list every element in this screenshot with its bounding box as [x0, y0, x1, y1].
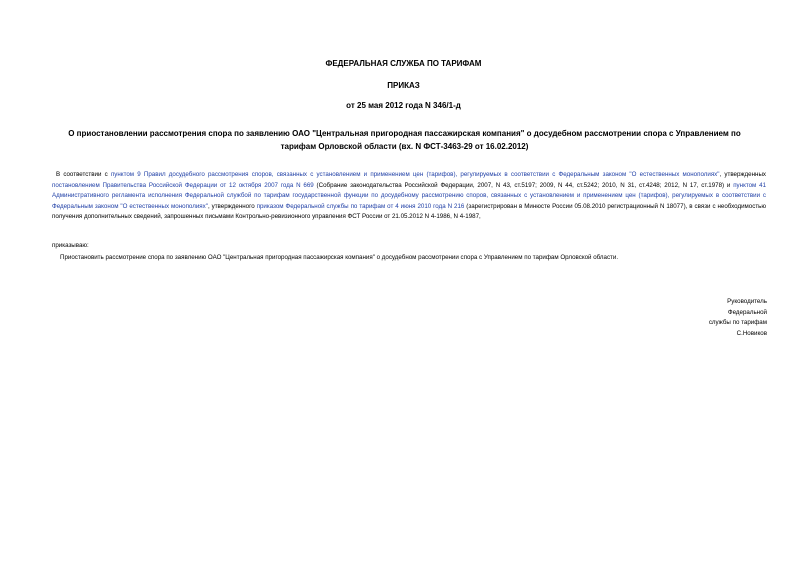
document-title: О приостановлении рассмотрения спора по заявлению ОАО "Центральная пригородная пассажирская компания" о досудебном рассмотрении спора с Управлением по тарифам Орловской области (вх. N ФСТ-3463-29 от 16.02.2012): [68, 129, 741, 151]
decision-paragraph: Приостановить рассмотрение спора по заявлению ОАО "Центральная пригородная пассажирская компания" о досудебном рассмотрении спора с Управлением по тарифам Орловской области.: [60, 254, 619, 261]
signatory-name: С.Новиков: [736, 329, 767, 337]
signature-position-2: Федеральной: [727, 308, 767, 316]
preamble-text-3: (Собрание законодательства Российской Федерации, 2007, N 43, ст.5197; 2009, N 44, ст.5242; 2010, N 31, ст.4248; 2012, N 17, ст.1978) и: [313, 181, 734, 189]
signature-position-1: Руководитель: [727, 298, 767, 305]
rules-link[interactable]: пунктом 9 Правил досудебного рассмотрения споров, связанных с установлением и применением цен (тарифов), регулируемых в соответствии с Федеральным законом "О естественных монополиях": [110, 171, 720, 178]
preamble-text-1: В соответствии с: [56, 171, 111, 178]
fst-order-link[interactable]: приказом Федеральной службы по тарифам от 4 июня 2010 года N 216: [256, 202, 465, 210]
order-date: от 25 мая 2012 года N 346/1-д: [346, 101, 461, 110]
preamble-paragraph: [52, 170, 766, 223]
signature-block: [567, 297, 767, 339]
preamble-text-4: , утвержденного: [207, 202, 257, 210]
order-word: приказываю:: [52, 242, 89, 249]
agency-heading: ФЕДЕРАЛЬНАЯ СЛУЖБА ПО ТАРИФАМ: [325, 59, 482, 68]
signature-position-3: службы по тарифам: [708, 319, 767, 326]
government-decree-link[interactable]: постановлением Правительства Российской Федерации от 12 октября 2007 года N 669: [52, 181, 314, 189]
preamble-text-2: , утвержденных: [719, 171, 766, 178]
regulation-link[interactable]: пунктом 41 Административного регламента исполнения Федеральной службой по тарифам государственной функции по досудебному рассмотрению споров, связанных с установлением и применением цен (тарифов), регулируемых в соответствии с Федеральным законом "О естественных монополиях": [52, 181, 767, 210]
order-heading: ПРИКАЗ: [387, 81, 420, 90]
preamble-text-5: (зарегистрирован в Минюсте России 05.08.2010 регистрационный N 18077), в связи с необходимостью получения дополнительных сведений, запрошенных письмами Контрольно-ревизионного управления ФСТ России от 21.05.2012 N 4-1986, N 4-1987,: [52, 202, 767, 220]
